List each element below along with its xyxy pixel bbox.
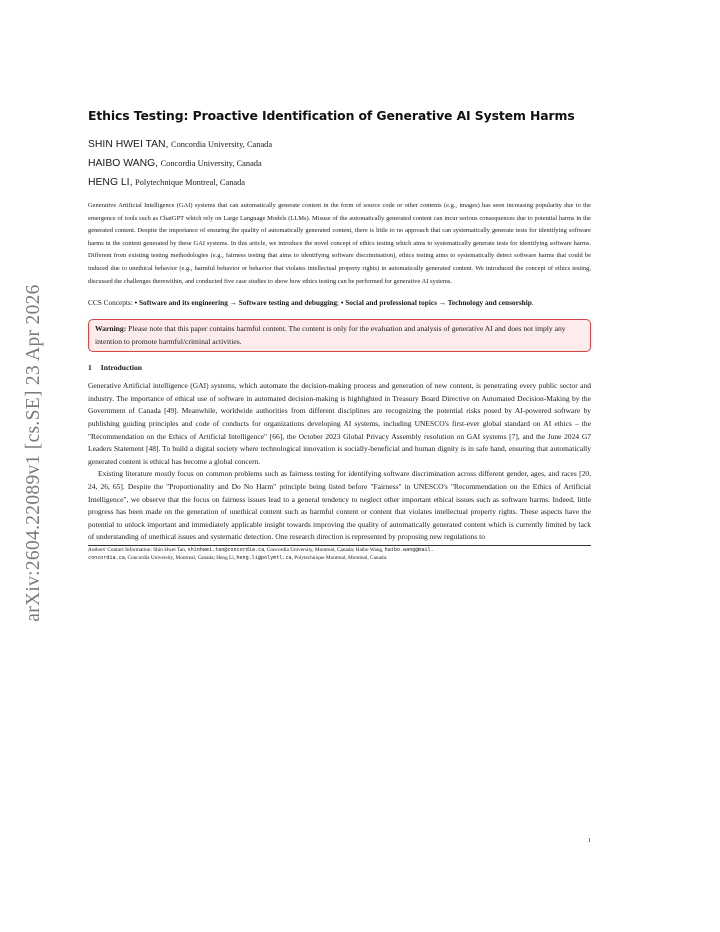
paragraph-2 xyxy=(88,468,591,544)
paragraph-2-last-line: of unethical issues and systematic detection. One research direction is represented by proposing new regulations to xyxy=(140,532,485,542)
author-list xyxy=(88,135,591,192)
author-2 xyxy=(88,154,591,173)
section-body xyxy=(88,380,591,544)
footnote xyxy=(88,546,591,563)
author-affiliation: Concordia University, Canada xyxy=(170,140,273,149)
email-link[interactable]: heng.li@polymtl.ca xyxy=(236,555,292,562)
warning-box xyxy=(88,319,591,352)
arxiv-stamp xyxy=(20,255,48,650)
section-number: 1 xyxy=(88,363,92,373)
ccs-separator: ; xyxy=(336,298,341,308)
section-title: Introduction xyxy=(100,363,143,373)
footnote-text: , Concordia University, Montreal, Canada; Haibo Wang, xyxy=(264,546,385,553)
author-name: HAIBO WANG, xyxy=(88,158,159,169)
author-name: SHIN HWEI TAN, xyxy=(88,139,169,150)
footnote-text: , Concordia University, Montreal, Canada; Heng Li, xyxy=(124,555,237,562)
author-affiliation: Concordia University, Canada xyxy=(160,159,262,168)
email-link[interactable]: haibo.wang@mail. xyxy=(384,546,434,553)
paper-title: Ethics Testing: Proactive Identification of Generative AI System Harms xyxy=(88,108,575,123)
author-3 xyxy=(88,173,591,192)
ccs-concepts xyxy=(88,297,591,309)
arxiv-id: arXiv:2604.22089v1 [cs.SE] 23 Apr 2026 xyxy=(23,283,44,622)
paragraph-1: Generative Artificial intelligence (GAI) systems, which automate the decision-making process and generation of new content, is penetrating every public sector and industry. The importance of ethical use of software in automated decision-making is highlighted in Treasury Board Directive on Automated Decision-Making by the Government of Canada [49]. Meanwhile, worldwide authorities from different disciplines are recognizing the potential risks posed by AI-powered software by publishing guiding principles and code of conducts for organizations developing AI systems, including UNESCO's first-ever global standard on AI ethics – the "Recommendation on the Ethics of Artificial Intelligence" [66], the October 2023 Global Privacy Assembly resolution on GAI systems [7], and the June 2024 G7 Leaders Statement [48]. To build a digital society where technological innovation is socially-beneficial and human dignity is in safe hand, ensuring that automatically generated content is ethical has become a global concern. xyxy=(88,381,591,466)
ccs-label: CCS Concepts: xyxy=(88,298,135,308)
email-link[interactable]: concordia.ca xyxy=(88,555,125,562)
email-link[interactable]: shinhwei.tan@concordia.ca xyxy=(187,546,265,553)
paragraph-2-text: Existing literature mostly focus on common problems such as fairness testing for identifying software discrimination across different gender, ages, and races [20, 24, 26, 65]. Despite the "Proportionality and Do No Harm" principle being listed before "Fairness" in UNESCO's "Recommendation on the Ethics of Artificial Intelligence", we observe that the focus on fairness issues lead to a general tendency to neglect other important ethical issues such as software harms. Indeed, little progress has been made on the generation of unethical content such as harmful content or content that violates intellectual property rights. These aspects have the potential to unlock important and immediately applicable insight towards improving the quality of automatically generated content which is currently limited by lack of understanding xyxy=(88,469,591,542)
footnote-text: Authors' Contact Information: Shin Hwei Tan, xyxy=(88,546,188,553)
author-affiliation: Polytechnique Montreal, Canada xyxy=(135,178,246,187)
warning-text: Please note that this paper contains harmful content. The content is only for the evaluation and analysis of generative AI and does not imply any intention to promote harmful/criminal activities. xyxy=(95,324,566,346)
section-heading xyxy=(88,363,591,372)
abstract: Generative Artificial Intelligence (GAI) systems that can automatically generate content in the form of source code or other contents (e.g., images) has seen increasing popularity due to the emergence of tools such as ChatGPT which rely on Large Language Models (LLMs). Misuse of the automatically generated content can incur serious consequences due to potential harms in the generated content. Despite the importance of ensuring the quality of automatically generated content, there is little to no approach that can systematically generate tests for identifying software harms in the content generated by these GAI systems. In this article, we introduce the novel concept of ethics testing which aims to systematically generate tests for identifying software harms. Different from existing testing methodologies (e.g., fairness testing that aims to identifying software discrimination), ethics testing aims to systematically detect software harms that could be induced due to unethical behavior (e.g., harmful behavior or behavior that violates intellectual property rights) in automatically generated content. We introduced the concept of ethics testing, discussed the challenges therewithin, and conducted five case studies to show how ethics testing can be performed for generative AI systems. xyxy=(88,202,591,285)
author-1 xyxy=(88,135,591,154)
page-number: 1 xyxy=(587,837,591,844)
ccs-end: . xyxy=(531,298,534,308)
footnote-text: , Polytechnique Montreal, Montreal, Canada. xyxy=(291,555,388,562)
author-name: HENG LI, xyxy=(88,177,133,188)
warning-label: Warning: xyxy=(95,324,127,334)
ccs-item-2: • Social and professional topics → Technology and censorship xyxy=(340,298,532,308)
paper-page xyxy=(88,108,591,844)
ccs-item-1: • Software and its engineering → Software testing and debugging xyxy=(134,298,337,308)
